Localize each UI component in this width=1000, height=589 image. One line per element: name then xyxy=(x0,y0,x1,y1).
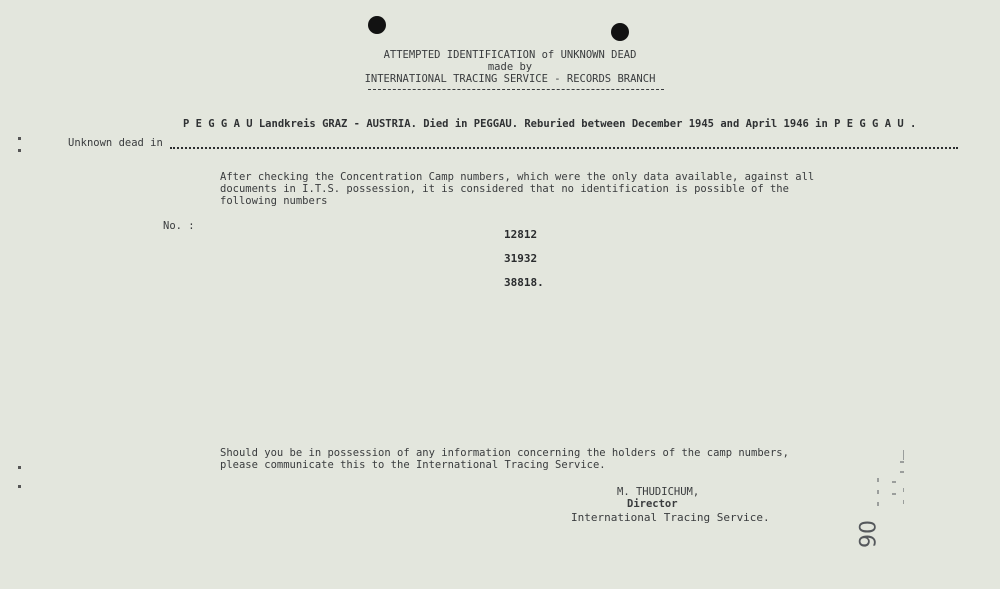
signatory-title: Director xyxy=(627,498,678,510)
intro-paragraph: After checking the Concentration Camp numbers, which were the only data available, against all documents in I.T.S. possession, it is considered that no identification is possible of the following numbers xyxy=(220,171,815,207)
title-line-1: ATTEMPTED IDENTIFICATION of UNKNOWN DEAD xyxy=(383,49,637,61)
title-underline xyxy=(368,89,664,90)
signatory-name: M. THUDICHUM, xyxy=(617,486,700,498)
margin-mark xyxy=(18,485,21,488)
camp-number: 38818. xyxy=(504,276,544,289)
unknown-dead-label: Unknown dead in xyxy=(68,137,163,149)
margin-number: 06 xyxy=(853,520,878,548)
dotted-leader xyxy=(170,147,958,149)
closing-paragraph: Should you be in possession of any information concerning the holders of the camp numbers, please communicate this to the International Tracing Service. xyxy=(220,447,789,471)
document-title xyxy=(300,49,720,85)
margin-mark xyxy=(18,137,21,140)
camp-number: 12812 xyxy=(504,228,538,241)
margin-mark xyxy=(18,149,21,152)
title-line-2: made by xyxy=(487,61,533,73)
place-line: P E G G A U Landkreis GRAZ - AUSTRIA. Died in PEGGAU. Reburied between December 1945 and April 1946 in P E G G A U . xyxy=(183,118,917,130)
punch-hole-right xyxy=(611,23,629,41)
camp-number: 31932 xyxy=(504,252,538,265)
number-label: No. : xyxy=(163,220,195,232)
title-line-3: INTERNATIONAL TRACING SERVICE - RECORDS BRANCH xyxy=(364,73,656,85)
punch-hole-left xyxy=(368,16,386,34)
margin-mark xyxy=(18,466,21,469)
signatory-organization: International Tracing Service. xyxy=(571,511,770,524)
archive-stamp xyxy=(874,448,904,548)
